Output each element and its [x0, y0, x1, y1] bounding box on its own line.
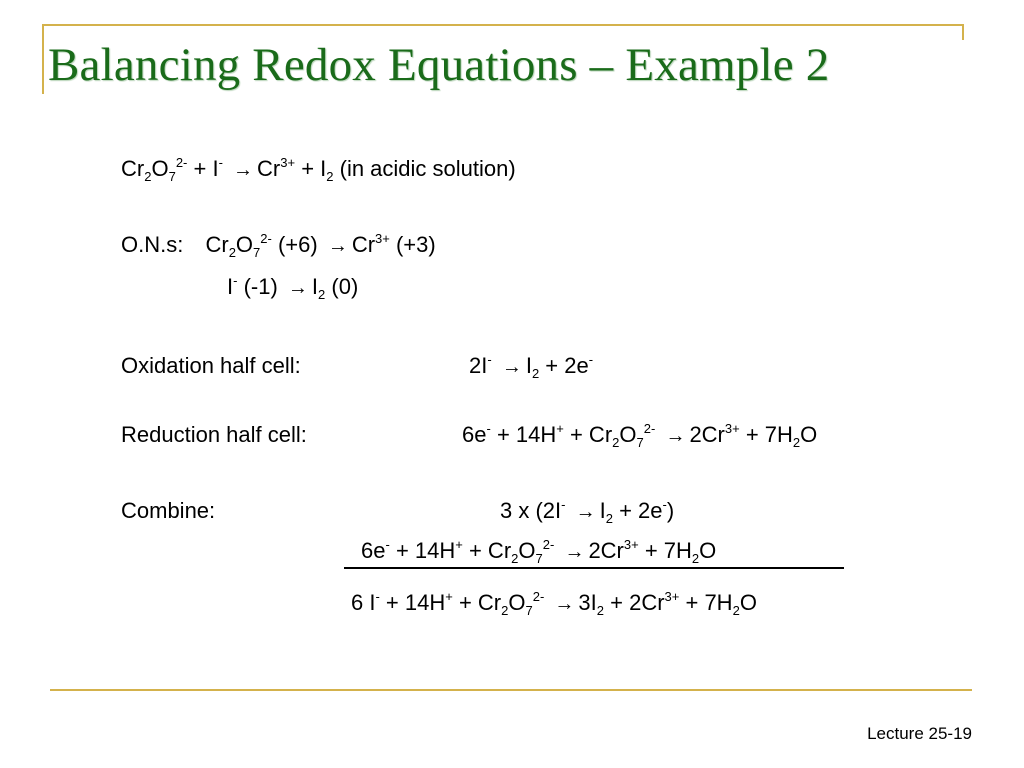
overall-equation	[121, 155, 516, 184]
eq-text: + Cr	[563, 422, 613, 447]
eq-text: 6e	[462, 422, 487, 447]
eq-text: 6 I	[351, 590, 376, 615]
oxidation-label: Oxidation half cell:	[121, 353, 301, 378]
eq-sup: -	[662, 497, 667, 512]
right-arrow-icon: →	[501, 356, 522, 378]
eq-text: O	[151, 156, 169, 181]
eq-sup: +	[556, 421, 564, 436]
eq-text: 3I	[578, 590, 597, 615]
eq-sub: 2	[531, 366, 540, 381]
eq-sup: -	[385, 537, 390, 552]
eq-sub: 2	[605, 511, 613, 526]
eq-sub: 2	[792, 435, 801, 450]
eq-text: + 2e	[539, 353, 589, 378]
eq-text: 2I	[469, 353, 488, 378]
eq-sup: 3+	[664, 589, 680, 604]
eq-text: 6e	[361, 538, 386, 563]
reduction-equation	[462, 421, 818, 450]
right-arrow-icon: →	[575, 501, 596, 523]
eq-sub: 2	[732, 603, 740, 618]
eq-sup: 2-	[532, 589, 545, 604]
eq-sub: 2	[612, 435, 620, 450]
eq-sub: 7	[525, 603, 533, 618]
eq-sup: -	[233, 273, 238, 288]
eq-sup: 3+	[724, 421, 740, 436]
eq-text: + Cr	[462, 538, 512, 563]
eq-sup: -	[486, 421, 491, 436]
eq-sup: 2-	[260, 231, 272, 246]
eq-sub: 7	[636, 435, 644, 450]
eq-text: + 7H	[638, 538, 692, 563]
eq-text: + 7H	[679, 590, 733, 615]
eq-sup: -	[218, 155, 223, 170]
eq-sup: +	[455, 537, 463, 552]
frame-top-line	[42, 24, 964, 26]
eq-text: 2Cr	[689, 422, 725, 447]
eq-text: (in acidic solution)	[333, 156, 516, 181]
oxidation-numbers-line	[121, 231, 436, 260]
eq-sup: -	[375, 589, 380, 604]
eq-text: + 14H	[379, 590, 446, 615]
eq-sup: 3+	[623, 537, 639, 552]
eq-text: Cr	[351, 232, 376, 257]
eq-text: I	[599, 498, 606, 523]
reduction-label: Reduction half cell:	[121, 422, 307, 447]
eq-sub: 2	[144, 169, 152, 184]
eq-text: I	[227, 274, 234, 299]
slide-title: Balancing Redox Equations – Example 2	[48, 39, 830, 91]
right-arrow-icon: →	[665, 425, 686, 447]
oxidation-equation	[469, 352, 594, 381]
right-arrow-icon: →	[287, 277, 308, 299]
result-equation	[351, 589, 757, 618]
oxidation-numbers-line-2	[227, 273, 359, 302]
combine-equation-1	[500, 497, 675, 526]
frame-left-line	[42, 24, 44, 94]
eq-text: + I	[187, 156, 219, 181]
eq-text: + Cr	[452, 590, 502, 615]
eq-sup: +	[445, 589, 453, 604]
eq-sub: 7	[535, 551, 543, 566]
slide-footer: Lecture 25-19	[867, 724, 972, 743]
eq-sup: -	[561, 497, 566, 512]
eq-sup: 2-	[643, 421, 656, 436]
eq-text: 3 x (2I	[500, 498, 562, 523]
frame-right-line	[962, 24, 964, 40]
eq-sub: 2	[596, 603, 605, 618]
eq-text: O	[619, 422, 637, 447]
eq-text: O	[235, 232, 254, 257]
right-arrow-icon: →	[564, 541, 585, 563]
eq-text: (0)	[325, 274, 359, 299]
sum-rule-line	[344, 567, 844, 569]
eq-sup: 3+	[280, 155, 296, 170]
eq-sup: -	[588, 352, 594, 367]
eq-text: O	[518, 538, 536, 563]
eq-text: Cr	[205, 232, 229, 257]
eq-text: (-1)	[237, 274, 284, 299]
eq-text: + 14H	[490, 422, 557, 447]
eq-text: O	[739, 590, 757, 615]
eq-sub: 2	[326, 169, 334, 184]
eq-sub: 2	[318, 287, 326, 302]
bottom-rule-line	[50, 689, 972, 691]
eq-sub: 7	[253, 245, 261, 260]
eq-text: O	[508, 590, 526, 615]
eq-text: I	[311, 274, 319, 299]
eq-text: + 2Cr	[604, 590, 665, 615]
eq-text: (+6)	[271, 232, 324, 257]
eq-text: + 7H	[739, 422, 793, 447]
combine-equation-2	[361, 537, 717, 566]
eq-sup: 2-	[175, 155, 188, 170]
eq-text: I	[525, 353, 532, 378]
eq-text: + I	[295, 156, 327, 181]
eq-sub: 2	[511, 551, 519, 566]
eq-sub: 2	[228, 245, 236, 260]
eq-sub: 7	[168, 169, 176, 184]
eq-sup: 2-	[542, 537, 555, 552]
right-arrow-icon: →	[327, 235, 348, 257]
eq-text: )	[666, 498, 675, 523]
eq-sub: 2	[691, 551, 700, 566]
eq-text: Cr	[121, 156, 145, 181]
eq-sup: -	[487, 352, 492, 367]
eq-sup: 3+	[375, 231, 390, 246]
ons-label: O.N.s:	[121, 232, 184, 257]
combine-label: Combine:	[121, 498, 216, 523]
eq-text: + 2e	[612, 498, 663, 523]
eq-sub: 2	[501, 603, 509, 618]
eq-text: + 14H	[389, 538, 456, 563]
right-arrow-icon: →	[554, 593, 575, 615]
eq-text: O	[800, 422, 818, 447]
right-arrow-icon: →	[233, 159, 254, 181]
eq-text: O	[699, 538, 717, 563]
eq-text: 2Cr	[588, 538, 624, 563]
eq-text: Cr	[257, 156, 281, 181]
eq-text: (+3)	[389, 232, 436, 257]
